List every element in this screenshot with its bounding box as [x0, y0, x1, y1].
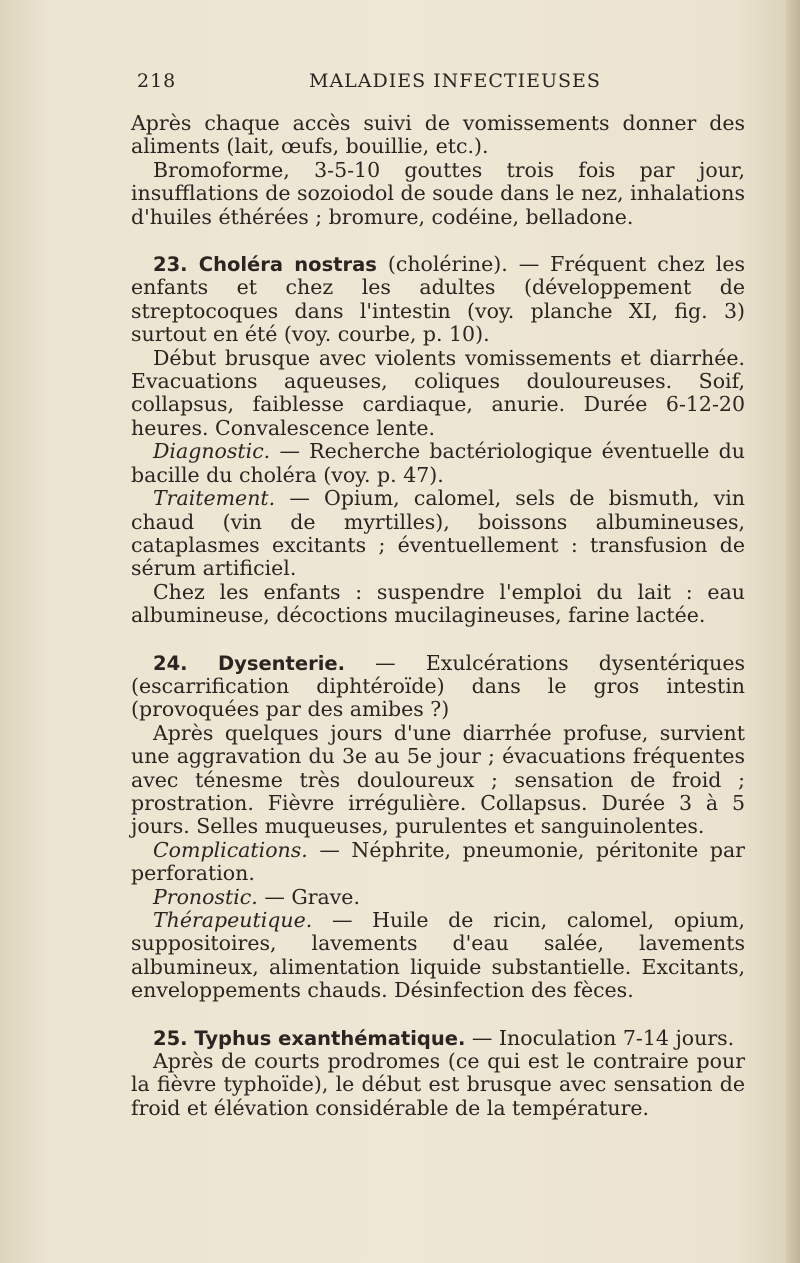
page-header — [137, 70, 657, 100]
section-intro-text: (cholérine). — Fréquent chez les enfants et chez les adultes (développement de streptocoques dans l'intestin (voy. planche XI, fig. 3) surtout en été (voy. courbe, p. 10). — [131, 252, 745, 347]
paragraph: Début brusque avec violents vomissements et diarrhée. Evacuations aqueuses, coliques douloureuses. Soif, collapsus, faiblesse cardiaque, anurie. Durée 6-12-20 heures. Convalescence lente. — [131, 345, 745, 440]
page-number: 218 — [137, 70, 177, 92]
section-intro-text: — Inoculation 7-14 jours. — [465, 1025, 735, 1050]
treatment-paragraph — [131, 487, 745, 581]
running-head: MALADIES INFECTIEUSES — [309, 70, 601, 92]
subsection-label: Diagnostic. — [153, 439, 271, 464]
therapy-paragraph — [131, 909, 745, 1003]
section-intro-text: — Exulcérations dysentériques (escarrification diphtéroïde) dans le gros intestin (provoquées par des amibes ?) — [131, 650, 745, 722]
paragraph: Après chaque accès suivi de vomissements donner des aliments (lait, œufs, bouillie, etc.). — [131, 111, 745, 159]
diagnostic-paragraph — [131, 440, 745, 487]
section-heading: 24. Dysenterie. — [153, 651, 346, 675]
subsection-text: — Recherche bactériologique éventuelle du bacille du choléra (voy. p. 47). — [131, 439, 745, 487]
paragraph: Après de courts prodromes (ce qui est le contraire pour la fièvre typhoïde), le début est brusque avec sensation de froid et élévation considérable de la température. — [131, 1049, 745, 1120]
section-23-intro — [131, 253, 745, 347]
page-body — [131, 112, 745, 1120]
prognosis-paragraph — [131, 886, 745, 909]
subsection-text: — Grave. — [257, 884, 360, 909]
paragraph: Chez les enfants : suspendre l'emploi du lait : eau albumineuse, décoctions mucilagineuses, farine lactée. — [131, 579, 745, 628]
subsection-text: — Néphrite, pneumonie, péritonite par perforation. — [131, 837, 745, 886]
section-heading: 25. Typhus exanthématique. — [153, 1026, 466, 1050]
section-24-intro — [131, 652, 745, 722]
subsection-text: — Huile de ricin, calomel, opium, suppositoires, lavements d'eau salée, lavements albumineux, alimentation liquide substantielle. Excitants, enveloppements chauds. Désinfection des fèces. — [131, 908, 745, 1003]
subsection-label: Complications. — [153, 837, 308, 862]
paragraph: Après quelques jours d'une diarrhée profuse, survient une aggravation du 3e au 5e jour ; évacuations fréquentes avec ténesme très douloureux ; sensation de froid ; prostration. Fièvre irrégulière. Collapsus. Durée 3 à 5 jours. Selles muqueuses, purulentes et sanguinolentes. — [131, 720, 745, 839]
section-heading: 23. Choléra nostras — [153, 253, 377, 277]
subsection-label: Pronostic. — [153, 884, 258, 909]
subsection-text: — Opium, calomel, sels de bismuth, vin chaud (vin de myrtilles), boissons albumineuses, cataplasmes excitants ; éventuellement : transfusion de sérum artificiel. — [131, 486, 745, 581]
paragraph: Bromoforme, 3-5-10 gouttes trois fois par jour, insufflations de sozoiodol de soude dans le nez, inhalations d'huiles éthérées ; bromure, codéine, belladone. — [131, 157, 745, 229]
subsection-label: Thérapeutique. — [153, 908, 313, 932]
subsection-label: Traitement. — [153, 486, 276, 511]
section-25-intro — [131, 1027, 745, 1050]
complications-paragraph — [131, 839, 745, 886]
page-edge — [786, 0, 800, 1263]
